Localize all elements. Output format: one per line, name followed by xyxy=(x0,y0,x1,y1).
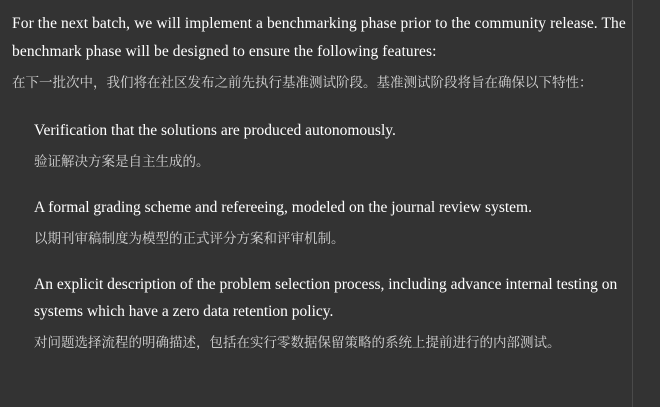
list-item-english: An explicit description of the problem selection process, including advance internal testing on systems which have a zero data retention policy. xyxy=(34,276,618,320)
list-item xyxy=(34,194,638,253)
feature-list xyxy=(12,117,638,357)
intro-paragraph-chinese: 在下一批次中，我们将在社区发布之前先执行基准测试阶段。基准测试阶段将旨在确保以下特性： xyxy=(12,75,593,91)
list-item-english: A formal grading scheme and refereeing, modeled on the journal review system. xyxy=(34,199,532,216)
right-margin-strip xyxy=(633,0,660,407)
list-item-chinese: 以期刊审稿制度为模型的正式评分方案和评审机制。 xyxy=(34,231,345,247)
intro-paragraph-english: For the next batch, we will implement a benchmarking phase prior to the community release. The benchmark phase will be designed to ensure the following features: xyxy=(12,15,626,60)
list-item-chinese: 对问题选择流程的明确描述，包括在实行零数据保留策略的系统上提前进行的内部测试。 xyxy=(34,335,561,351)
list-item xyxy=(34,271,638,357)
list-item-chinese: 验证解决方案是自主生成的。 xyxy=(34,154,210,170)
list-item xyxy=(34,117,638,176)
list-item-english: Verification that the solutions are produced autonomously. xyxy=(34,122,396,139)
